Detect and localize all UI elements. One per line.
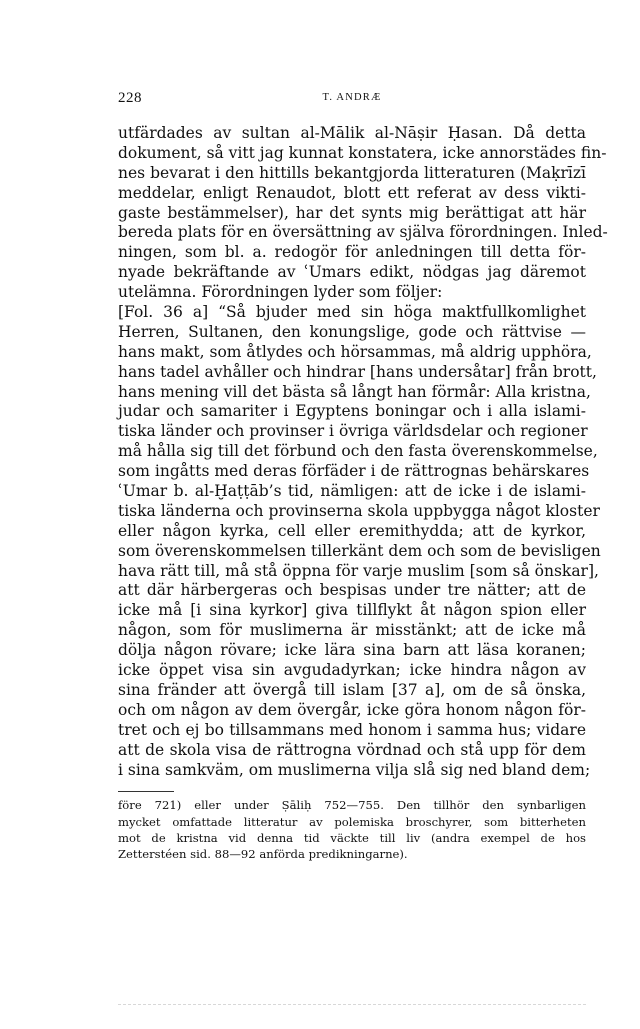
body-line: ningen, som bl. a. redogör för anledningen till detta för- [118, 243, 586, 262]
body-line: hava rätt till, må stå öppna för varje muslim [som så önskar], [118, 561, 599, 580]
footnote-line: mycket omfattade litteratur av polemiska broschyrer, som bitterheten [118, 814, 586, 829]
body-line: bereda plats för en översättning av själva förordningen. Inled- [118, 223, 608, 242]
body-line: i sina samkväm, om muslimerna vilja slå sig ned bland dem; [118, 760, 591, 779]
body-line: icke öppet visa sin avgudadyrkan; icke hindra någon av [118, 661, 586, 680]
body-line: hans mening vill det bästa så långt han förmår: Alla kristna, [118, 382, 591, 401]
body-line: må hålla sig till det förbund och den fasta överenskommelse, [118, 442, 598, 461]
body-line: tiska länder och provinser i övriga världsdelar och regioner [118, 422, 588, 441]
body-line: sina fränder att övergå till islam [37 a], om de så önska, [118, 680, 586, 699]
body-line: och om någon av dem övergår, icke göra honom någon för- [118, 700, 586, 719]
body-line: utfärdades av sultan al-Mālik al-Nāṣir Ḥasan. Då detta [118, 124, 586, 142]
footnote-divider [118, 791, 174, 792]
footnote [118, 797, 586, 862]
footnote-line: före 721) eller under Ṣāliḥ 752—755. Den tillhör den synbarligen [118, 798, 586, 813]
body-line: att där härbergeras och bespisas under tre nätter; att de [118, 581, 586, 600]
page-header [118, 90, 586, 112]
body-line: tiska länderna och provinserna skola uppbygga något kloster [118, 501, 600, 520]
body-line: att de skola visa de rättrogna vördnad och stå upp för dem [118, 740, 586, 759]
body-line: utelämna. Förordningen lyder som följer: [118, 283, 443, 302]
body-line: icke må [i sina kyrkor] giva tillflykt åt någon spion eller [118, 601, 586, 620]
body-line: som överenskommelsen tillerkänt dem och som de bevisligen [118, 541, 601, 560]
body-line: dölja någon rövare; icke lära sina barn att läsa koranen; [118, 641, 586, 660]
body-line: [Fol. 36 a] “Så bjuder med sin höga maktfullkomlighet [118, 303, 586, 322]
footnote-line: Zetterstéen sid. 88—92 anförda predikningarne). [118, 846, 408, 861]
body-line: meddelar, enligt Renaudot, blott ett referat av dess vikti- [118, 183, 586, 202]
body-line: judar och samariter i Egyptens boningar och i alla islami- [118, 402, 586, 421]
body-line: hans makt, som åtlydes och hörsammas, må aldrig upphöra, [118, 342, 592, 361]
page-bottom-edge [118, 1004, 586, 1005]
footnote-line: mot de kristna vid denna tid väckte till liv (andra exempel de hos [118, 830, 586, 845]
body-line: dokument, så vitt jag kunnat konstatera, icke annorstädes fin- [118, 143, 607, 162]
body-line: ʿUmar b. al-Ḫaṭṭāb’s tid, nämligen: att de icke i de islami- [118, 482, 586, 501]
body-line: någon, som för muslimerna är misstänkt; att de icke må [118, 621, 586, 640]
page-number: 228 [118, 90, 142, 106]
body-line: nes bevarat i den hittills bekantgjorda litteraturen (Maḳrīzī [118, 163, 586, 182]
body-line: gaste bestämmelser), har det synts mig berättigat att här [118, 203, 586, 222]
running-head: T. ANDRÆ [322, 92, 382, 103]
body-line: Herren, Sultanen, den konungslige, gode och rättvise — [118, 322, 586, 341]
body-line: som ingåtts med deras förfäder i de rättrognas behärskares [118, 462, 590, 481]
book-page [118, 90, 608, 862]
body-line: nyade bekräftande av ʿUmars edikt, nödgas jag däremot [118, 263, 586, 282]
body-line: tret och ej bo tillsammans med honom i samma hus; vidare [118, 720, 586, 739]
body-line: hans tadel avhåller och hindrar [hans undersåtar] från brott, [118, 362, 597, 381]
body-line: eller någon kyrka, cell eller eremithydda; att de kyrkor, [118, 521, 586, 540]
body-text [118, 124, 608, 780]
